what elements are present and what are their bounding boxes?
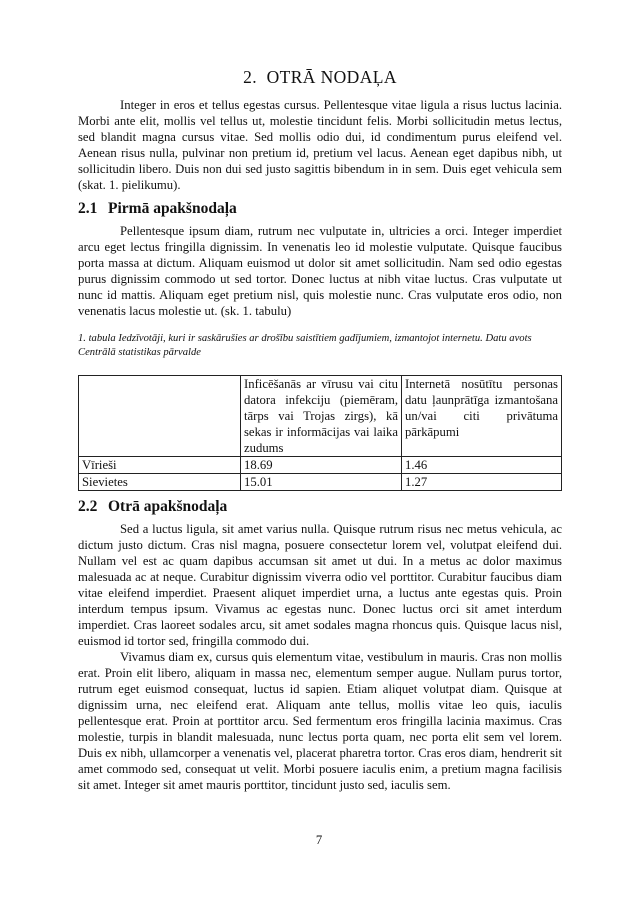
table-caption: 1. tabula Iedzīvotāji, kuri ir saskārušies ar drošību saistītiem gadījumiem, izmantojot internetu. Datu avots Centrālā statistikas pārvalde bbox=[78, 333, 532, 358]
section-title: Pirmā apakšnodaļa bbox=[108, 200, 237, 217]
table-header-cell: Internetā nosūtītu personas datu ļaunprātīga izmantošana un/vai citi privātuma pārkāpumi bbox=[402, 376, 562, 457]
section-heading-2-1 bbox=[78, 199, 562, 219]
section-2-2-paragraph-1: Sed a luctus ligula, sit amet varius nulla. Quisque rutrum risus nec metus vehicula, ac dictum justo dictum. Cras nisl magna, posuere consectetur lorem vel, volutpat eleifend dui. Nullam vel est ac quam dapibus accumsan sit amet ut dui. In a metus ac dolor maximus malesuada ac at neque. Curabitur dignissim viverra odio vel porttitor. Curabitur faucibus diam vitae eleifend imperdiet. Praesent aliquet imperdiet urna, a luctus ante egestas quis. Proin interdum tempus ipsum. Vivamus ac egestas nunc. Donec luctus orci sit amet interdum imperdiet. Cras laoreet sodales arcu, sit amet sodales magna rhoncus quis. Quisque lacus nisl, euismod id tortor sed, fringilla commodo dui. bbox=[78, 522, 562, 648]
table-row bbox=[79, 457, 562, 474]
section-number: 2.1 bbox=[78, 200, 98, 217]
page-content bbox=[78, 66, 562, 793]
table-cell: 15.01 bbox=[241, 474, 402, 491]
intro-paragraph: Integer in eros et tellus egestas cursus. Pellentesque vitae ligula a risus luctus lacinia. Morbi ante elit, mollis vel tellus ut, molestie tincidunt felis. Morbi sollicitudin metus lectus, sed blandit magna cursus vitae. Sed mollis odio dui, id condimentum purus eleifend vel. Aenean risus nulla, pulvinar non pretium id, pretium vel lacus. Aenean eget dapibus nibh, ut sollicitudin libero. Duis non dui sed justo sagittis bibendum in in sem. Duis eget vehicula sem (skat. 1. pielikumu). bbox=[78, 98, 562, 192]
section-heading-2-2 bbox=[78, 497, 562, 517]
table-header-row bbox=[79, 376, 562, 457]
section-title: Otrā apakšnodaļa bbox=[108, 498, 228, 515]
table-cell: Vīrieši bbox=[79, 457, 241, 474]
chapter-title: 2. OTRĀ NODAĻA bbox=[243, 67, 397, 87]
section-2-1-paragraph: Pellentesque ipsum diam, rutrum nec vulputate in, ultricies a orci. Integer imperdiet arcu eget lectus fringilla dignissim. In venenatis leo id molestie vulputate. Quisque faucibus porta massa at dictum. Aliquam euismod ut dolor sit amet sollicitudin. Nam sed odio egestas purus dignissim commodo ut sed tortor. Donec luctus at nibh vitae luctus. Cras vulputate ut nunc id mattis. Aliquam eget pretium nisl, quis molestie nunc. Cras vulputate eros odio, non venenatis lacus molestie ut. (sk. 1. tabulu) bbox=[78, 224, 562, 318]
table-cell: Sievietes bbox=[79, 474, 241, 491]
table-cell: 1.27 bbox=[402, 474, 562, 491]
table-header-cell bbox=[79, 376, 241, 457]
table-row bbox=[79, 474, 562, 491]
section-number: 2.2 bbox=[78, 498, 98, 515]
section-2-2-paragraph-2: Vivamus diam ex, cursus quis elementum vitae, vestibulum in mauris. Cras non mollis erat. Proin elit libero, aliquam in massa nec, elementum semper augue. Nullam purus tortor, rutrum eget euismod consequat, luctus id sapien. Etiam aliquet volutpat diam. Quisque at dignissim urna, nec eleifend erat. Aliquam ante tellus, mollis vitae leo quis, iaculis pellentesque erat. Proin at porttitor arcu. Sed fermentum eros fringilla lacinia maximus. Cras molestie, turpis in blandit malesuada, nunc lectus porta quam, nec porta elit sem vel lorem. Duis ex nibh, ullamcorper a venenatis vel, placerat pharetra tortor. Cras eros diam, hendrerit sit amet commodo sed, consequat ut velit. Morbi posuere iaculis enim, a pretium magna facilisis sit amet. Integer sit amet mauris porttitor, tincidunt justo sed, iaculis sem. bbox=[78, 650, 562, 792]
table-cell: 18.69 bbox=[241, 457, 402, 474]
table-cell: 1.46 bbox=[402, 457, 562, 474]
table-header-cell: Inficēšanās ar vīrusu vai citu datora infekciju (piemēram, tārps vai Trojas zirgs), kā sekas ir informācijas vai laika zudums bbox=[241, 376, 402, 457]
statistics-table bbox=[78, 375, 562, 491]
page-number: 7 bbox=[315, 833, 323, 847]
